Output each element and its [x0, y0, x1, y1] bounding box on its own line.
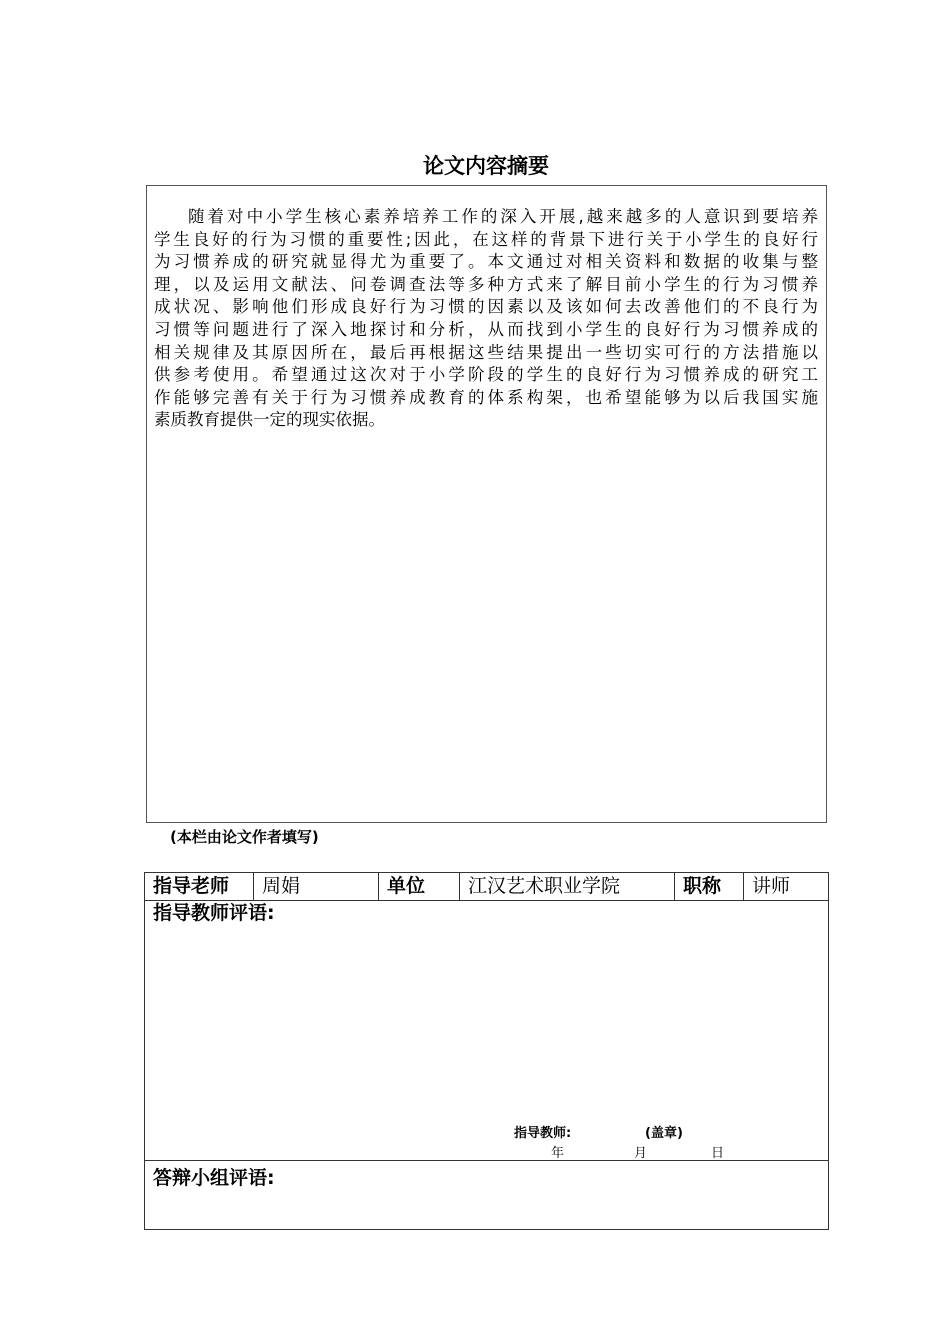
page-title: 论文内容摘要: [423, 154, 549, 178]
advisor-comment-label: 指导教师评语:: [153, 902, 275, 924]
defense-comment-cell: [145, 1161, 829, 1230]
abstract-line: 素质教育提供一定的现实依据。: [154, 410, 385, 430]
abstract-line: 供参考使用。希望通过这次对于小学阶段的学生的良好行为习惯养成的研究工: [154, 365, 818, 385]
defense-comment-label: 答辩小组评语:: [153, 1167, 275, 1189]
author-note: (本栏由论文作者填写): [170, 828, 319, 846]
abstract-line: 学生良好的行为习惯的重要性;因此，在这样的背景下进行关于小学生的良好行: [154, 229, 818, 249]
abstract-box: [146, 185, 827, 823]
day-label: 日: [711, 1146, 725, 1161]
title-label: 职称: [675, 873, 744, 901]
seal-label: (盖章): [645, 1126, 683, 1141]
advisor-row: [145, 873, 829, 901]
abstract-line: 为习惯养成的研究就显得尤为重要了。本文通过对相关资料和数据的收集与整: [154, 252, 818, 272]
unit-value: 江汉艺术职业学院: [460, 873, 675, 901]
advisor-sign-label: 指导教师:: [514, 1126, 572, 1141]
abstract-line: 相关规律及其原因所在，最后再根据这些结果提出一些切实可行的方法措施以: [154, 342, 818, 362]
unit-label: 单位: [379, 873, 460, 901]
abstract-line: 习惯等问题进行了深入地探讨和分析，从而找到小学生的良好行为习惯养成的: [154, 319, 818, 339]
abstract-line: 作能够完善有关于行为习惯养成教育的体系构架，也希望能够为以后我国实施: [154, 387, 818, 407]
evaluation-table: [144, 872, 829, 1230]
advisor-name: 周娟: [254, 873, 379, 901]
abstract-line: 成状况、影响他们形成良好行为习惯的因素以及该如何去改善他们的不良行为: [154, 297, 818, 317]
month-label: 月: [634, 1146, 648, 1161]
advisor-comment-cell: [145, 901, 829, 1161]
advisor-label: 指导老师: [145, 873, 254, 901]
abstract-text: [154, 206, 818, 432]
abstract-line: 随着对中小学生核心素养培养工作的深入开展,越来越多的人意识到要培养: [188, 207, 818, 226]
year-label: 年: [551, 1146, 565, 1161]
title-value: 讲师: [744, 873, 829, 901]
abstract-line: 理，以及运用文献法、问卷调查法等多种方式来了解目前小学生的行为习惯养: [154, 274, 818, 294]
